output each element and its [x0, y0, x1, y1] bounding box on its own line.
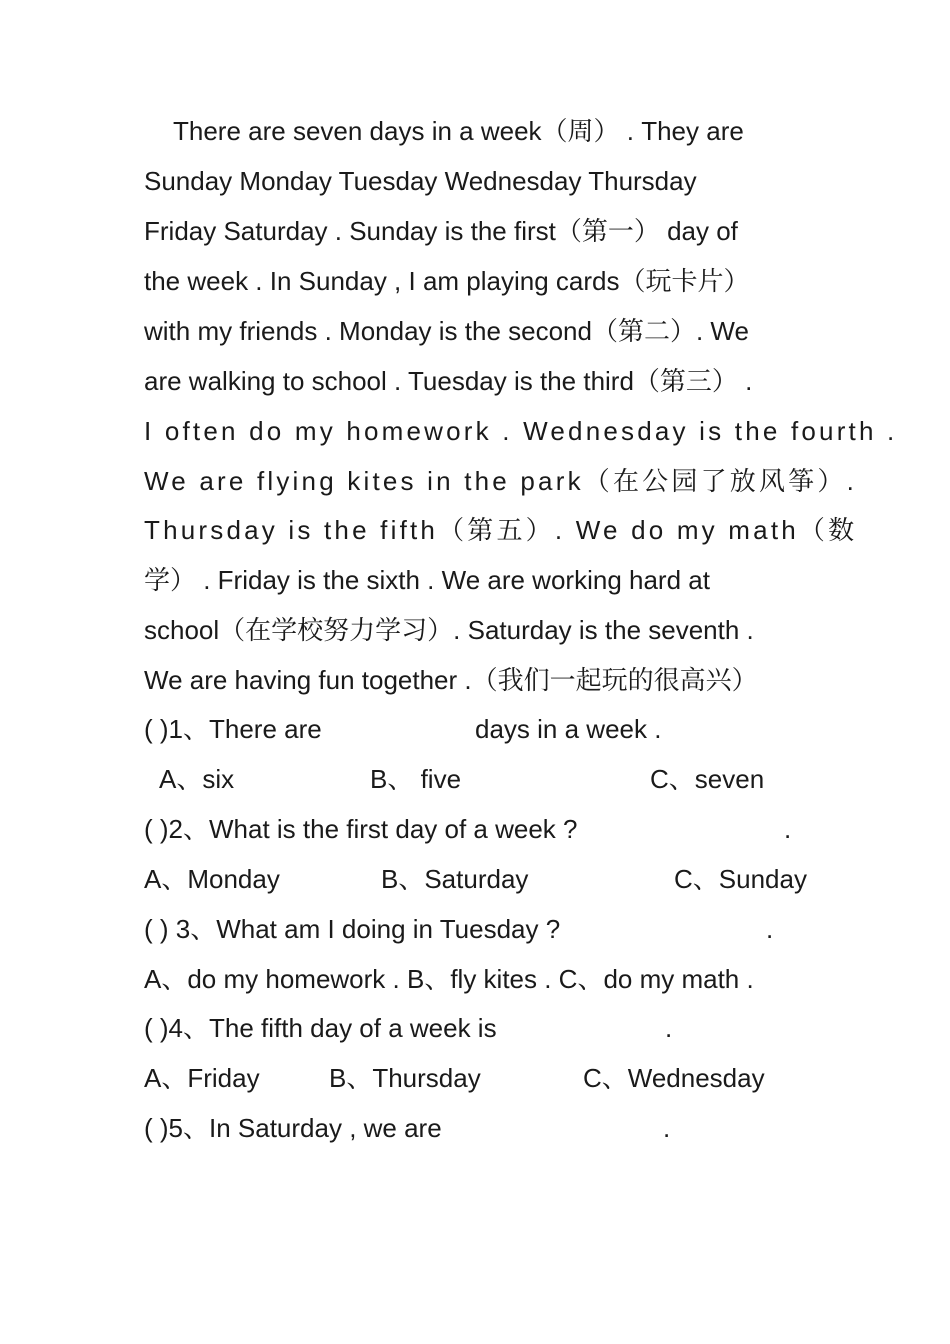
passage-line: There are seven days in a week（周） . They are [173, 116, 744, 146]
question-1-stem-end: days in a week . [475, 714, 662, 744]
passage-line: Friday Saturday . Sunday is the first（第一） day of [144, 216, 738, 246]
question-2-stem: ( )2、What is the first day of a week ? [144, 814, 578, 844]
option-c[interactable]: C、seven [650, 764, 765, 794]
question-3-stem-end: . [766, 914, 774, 944]
passage-line: I often do my homework . Wednesday is the fourth . [144, 416, 898, 446]
option-b[interactable]: B、 five [370, 764, 462, 794]
question-5-stem: ( )5、In Saturday , we are [144, 1113, 442, 1143]
option-a[interactable]: A、six [159, 764, 235, 794]
passage-line: school（在学校努力学习）. Saturday is the seventh . [144, 615, 754, 645]
question-4-stem-end: . [665, 1013, 673, 1043]
passage-line: Thursday is the fifth（第五）. We do my math（数 [144, 515, 858, 545]
passage-line: We are having fun together .（我们一起玩的很高兴） [144, 665, 758, 695]
passage-line: are walking to school . Tuesday is the third（第三） . [144, 366, 753, 396]
option-a[interactable]: A、Monday [144, 864, 280, 894]
passage-line: 学） . Friday is the sixth . We are working hard at [144, 565, 710, 595]
option-b[interactable]: B、Thursday [329, 1063, 481, 1093]
passage-line: the week . In Sunday , I am playing cards（玩卡片） [144, 266, 750, 296]
question-2-stem-end: . [784, 814, 792, 844]
option-c[interactable]: C、Sunday [674, 864, 807, 894]
passage-line: We are flying kites in the park（在公园了放风筝）. [144, 466, 857, 496]
question-5-stem-end: . [663, 1113, 671, 1143]
passage-line: Sunday Monday Tuesday Wednesday Thursday [144, 166, 697, 196]
question-4-stem: ( )4、The fifth day of a week is [144, 1013, 497, 1043]
question-3-stem: ( ) 3、What am I doing in Tuesday ? [144, 914, 561, 944]
question-1-stem: ( )1、There are [144, 714, 322, 744]
option-c[interactable]: C、Wednesday [583, 1063, 765, 1093]
option-b[interactable]: B、Saturday [381, 864, 529, 894]
passage-line: with my friends . Monday is the second（第二）. We [144, 316, 749, 346]
option-a[interactable]: A、Friday [144, 1063, 260, 1093]
options-abc[interactable]: A、do my homework . B、fly kites . C、do my math . [144, 964, 754, 994]
